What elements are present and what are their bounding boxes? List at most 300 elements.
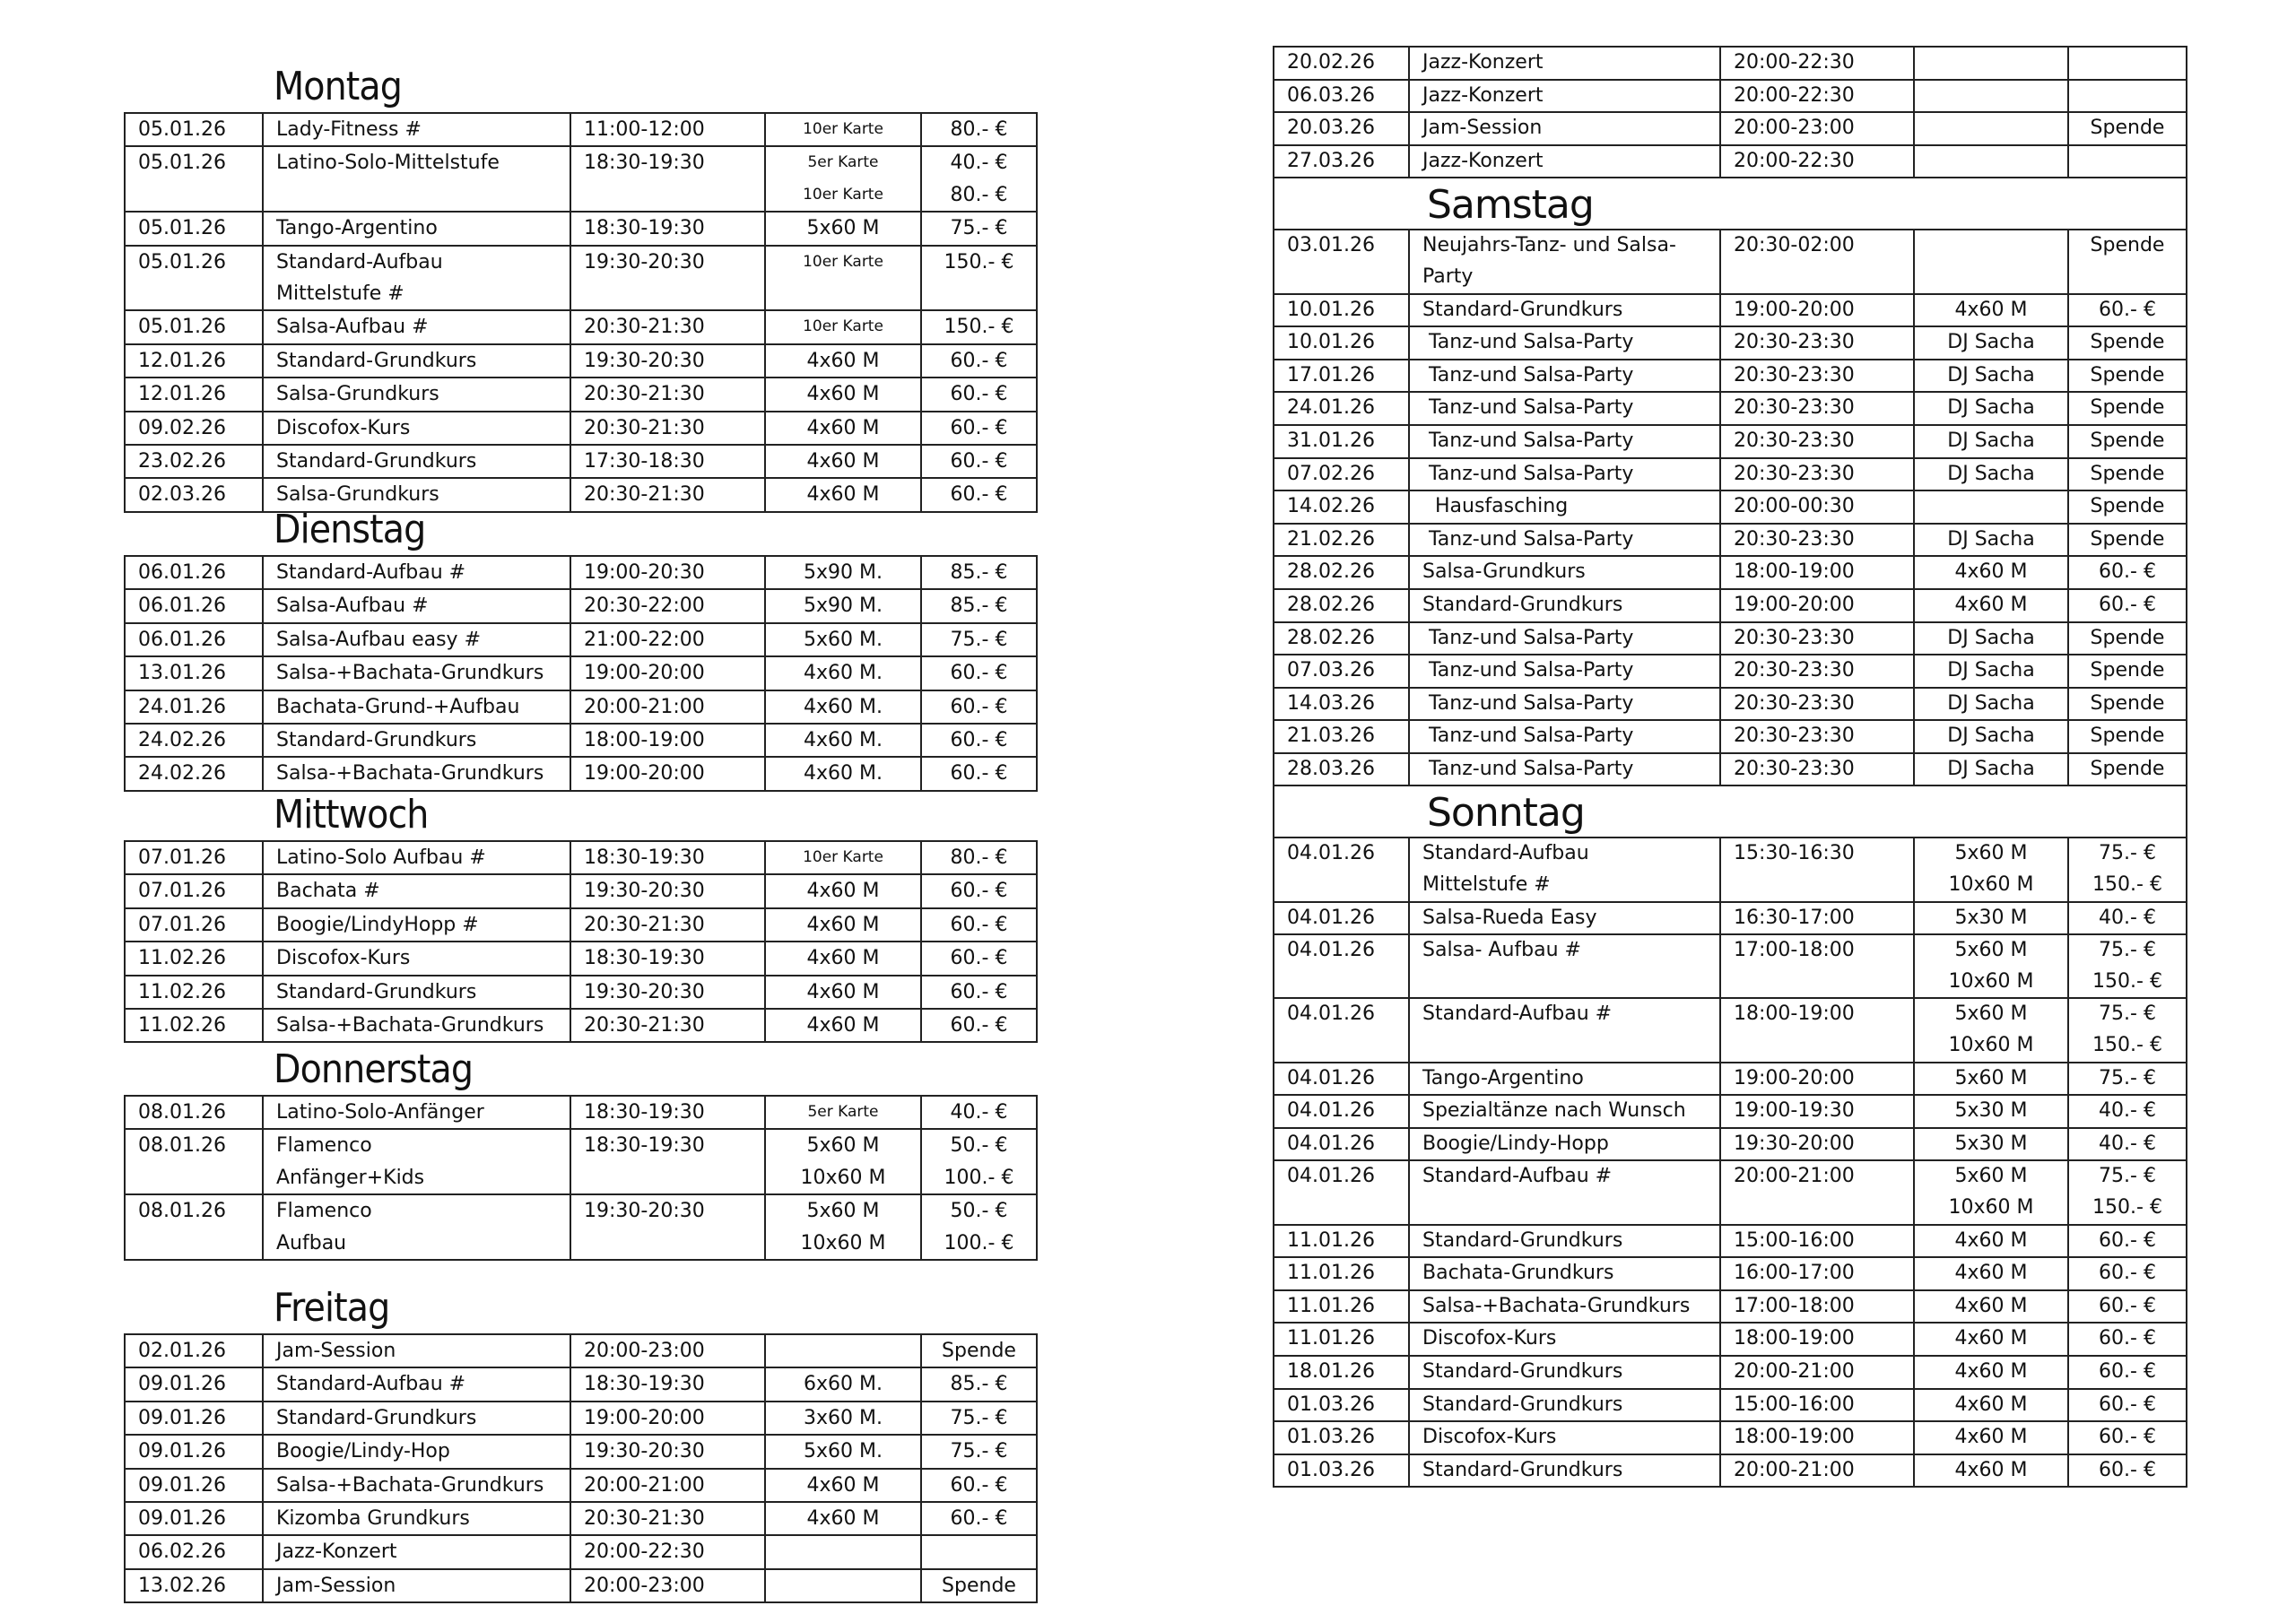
price-text — [922, 1536, 1036, 1567]
course-cell — [1409, 145, 1720, 178]
day-heading-mittwoch: Mittwoch — [274, 792, 429, 838]
time-cell — [570, 1096, 765, 1129]
time-text: 17:30-18:30 — [584, 449, 705, 473]
date-text: 18.01.26 — [1287, 1359, 1375, 1383]
course-cell — [1409, 524, 1720, 557]
price-text: 150.- € — [2092, 873, 2162, 897]
course-cell — [1409, 1160, 1720, 1224]
course-text: Salsa-Grundkurs — [276, 383, 439, 406]
date-cell — [125, 841, 263, 874]
time-cell — [1720, 47, 1914, 80]
day-heading-samstag: Samstag — [1427, 182, 1594, 229]
time-text: 20:00-22:30 — [584, 1541, 705, 1564]
date-cell — [125, 942, 263, 975]
price-cell — [2068, 1063, 2187, 1096]
course-text: Jam-Session — [276, 1340, 396, 1362]
time-text: 20:30-21:30 — [584, 1506, 705, 1530]
schedule-row — [125, 874, 1037, 907]
course-text: Tanz-und Salsa-Party — [1422, 659, 1634, 682]
time-cell — [1720, 145, 1914, 178]
time-text: 20:30-21:30 — [584, 316, 705, 339]
time-cell — [1720, 1257, 1914, 1290]
schedule-row — [1274, 230, 2187, 293]
date-text: 11.01.26 — [1287, 1262, 1375, 1285]
course-text: Standard-Grundkurs — [276, 349, 477, 372]
schedule-row — [1274, 1454, 2187, 1488]
date-text: 21.03.26 — [1287, 725, 1375, 748]
price-text: 100.- € — [944, 1166, 1014, 1189]
price-cell — [2068, 392, 2187, 425]
price-cell — [2068, 1095, 2187, 1128]
course-text: Standard-Grundkurs — [276, 980, 477, 1003]
date-cell — [125, 623, 263, 656]
course-cell — [263, 1535, 570, 1568]
schedule-row — [1274, 556, 2187, 589]
units-text: 10x60 M — [800, 1231, 886, 1254]
date-cell — [1274, 326, 1409, 360]
price-cell — [921, 1334, 1037, 1367]
course-text: Jazz-Konzert — [1422, 149, 1544, 172]
price-cell — [2068, 47, 2187, 80]
time-cell — [570, 1569, 765, 1602]
units-text: 4x60 M. — [804, 662, 883, 685]
schedule-row — [125, 445, 1037, 478]
date-cell — [125, 1096, 263, 1129]
price-text: 60.- € — [950, 728, 1008, 751]
time-cell — [570, 1367, 765, 1401]
time-text: 20:30-21:30 — [584, 913, 705, 936]
date-cell — [1274, 112, 1409, 145]
time-cell — [1720, 1225, 1914, 1258]
units-text — [1915, 48, 2067, 79]
units-cell — [765, 623, 921, 656]
course-text: Aufbau — [276, 1231, 347, 1254]
schedule-row — [125, 942, 1037, 975]
time-cell — [570, 656, 765, 690]
course-cell — [263, 1129, 570, 1194]
schedule-row — [125, 1469, 1037, 1502]
schedule-row — [1274, 1389, 2187, 1422]
price-cell — [921, 841, 1037, 874]
course-cell — [1409, 47, 1720, 80]
time-text: 20:30-21:30 — [584, 1013, 705, 1037]
date-text: 11.01.26 — [1287, 1294, 1375, 1317]
units-text: 4x60 M — [1954, 1359, 2028, 1383]
price-cell — [2068, 80, 2187, 113]
course-cell — [1409, 720, 1720, 753]
time-text: 19:00-20:00 — [584, 662, 705, 685]
day-heading-row — [1274, 785, 2187, 838]
course-text: Party — [1422, 265, 1474, 288]
price-cell — [921, 589, 1037, 622]
units-cell — [1914, 1290, 2068, 1324]
date-text: 20.02.26 — [1287, 51, 1375, 74]
day-heading-dienstag: Dienstag — [274, 507, 426, 552]
units-text: 3x60 M. — [804, 1406, 883, 1429]
date-text: 09.02.26 — [138, 416, 226, 439]
schedule-table-montag — [124, 112, 1038, 513]
units-text: 4x60 M — [806, 980, 880, 1003]
units-text: 4x60 M. — [804, 762, 883, 785]
course-text: Tango-Argentino — [276, 217, 438, 240]
units-text: 10er Karte — [803, 252, 883, 271]
time-cell — [570, 113, 765, 146]
course-cell — [1409, 490, 1720, 524]
course-text: Jazz-Konzert — [276, 1541, 397, 1564]
course-cell — [1409, 294, 1720, 327]
price-cell — [921, 1096, 1037, 1129]
time-text: 20:00-21:00 — [1734, 1165, 1855, 1188]
units-text: 5x30 M — [1954, 1099, 2028, 1123]
price-cell — [2068, 753, 2187, 786]
time-text: 20:30-23:30 — [1734, 626, 1855, 649]
price-cell — [921, 378, 1037, 411]
units-cell — [1914, 392, 2068, 425]
time-text: 20:00-21:00 — [584, 695, 705, 718]
date-cell — [1274, 1063, 1409, 1096]
price-cell — [2068, 230, 2187, 293]
time-text: 15:30-16:30 — [1734, 842, 1855, 865]
date-cell — [125, 445, 263, 478]
course-text: Discofox-Kurs — [1422, 1327, 1557, 1350]
date-text: 12.01.26 — [138, 383, 226, 406]
time-text: 19:00-20:30 — [584, 561, 705, 584]
time-text: 20:30-21:30 — [584, 483, 705, 507]
price-text: 75.- € — [2099, 842, 2156, 865]
date-text: 09.01.26 — [138, 1373, 226, 1396]
price-cell — [921, 1469, 1037, 1502]
date-cell — [1274, 902, 1409, 935]
time-text: 20:30-23:30 — [1734, 462, 1855, 485]
time-cell — [1720, 622, 1914, 655]
course-cell — [263, 1194, 570, 1260]
course-text: Tanz-und Salsa-Party — [1422, 626, 1634, 649]
units-text: 4x60 M — [1954, 1294, 2028, 1317]
units-text: 4x60 M — [1954, 1262, 2028, 1285]
course-text: Discofox-Kurs — [276, 947, 411, 970]
course-text: Lady-Fitness # — [276, 118, 422, 141]
course-cell — [1409, 589, 1720, 622]
price-text: 60.- € — [950, 449, 1008, 473]
time-text: 20:00-23:00 — [584, 1340, 705, 1362]
course-text: Latino-Solo Aufbau # — [276, 846, 486, 869]
time-text: 18:30-19:30 — [584, 846, 705, 869]
price-text: Spende — [2090, 725, 2165, 748]
date-text: 20.03.26 — [1287, 117, 1375, 140]
course-cell — [1409, 838, 1720, 901]
time-text: 19:30-20:00 — [1734, 1132, 1855, 1155]
time-text: 18:00-19:00 — [1734, 1002, 1855, 1026]
date-text: 24.01.26 — [138, 695, 226, 718]
course-cell — [263, 1367, 570, 1401]
time-text: 18:00-19:00 — [584, 728, 705, 751]
units-text: DJ Sacha — [1947, 757, 2035, 780]
course-cell — [1409, 1454, 1720, 1488]
units-cell — [1914, 230, 2068, 293]
date-text: 06.01.26 — [138, 628, 226, 651]
course-text: Tanz-und Salsa-Party — [1422, 429, 1634, 452]
date-text: 24.01.26 — [1287, 396, 1375, 420]
price-text: 60.- € — [2099, 298, 2156, 321]
price-cell — [921, 1009, 1037, 1042]
units-cell — [765, 556, 921, 589]
course-text: Tanz-und Salsa-Party — [1422, 462, 1634, 485]
course-text: Mittelstufe # — [276, 282, 404, 305]
time-cell — [570, 1469, 765, 1502]
price-text: 60.- € — [950, 416, 1008, 439]
price-cell — [921, 757, 1037, 790]
course-text: Bachata # — [276, 880, 380, 903]
date-cell — [1274, 458, 1409, 491]
schedule-row — [1274, 326, 2187, 360]
course-cell — [263, 690, 570, 724]
course-text: Standard-Aufbau # — [276, 561, 466, 584]
time-cell — [570, 212, 765, 245]
price-text: Spende — [2090, 331, 2165, 354]
units-text: 10er Karte — [803, 848, 883, 866]
price-cell — [921, 310, 1037, 343]
price-text: 50.- € — [950, 1200, 1008, 1223]
schedule-row — [125, 412, 1037, 445]
units-text: DJ Sacha — [1947, 363, 2035, 386]
time-text: 20:00-21:00 — [584, 1473, 705, 1497]
price-text: Spende — [2090, 659, 2165, 682]
date-text: 08.01.26 — [138, 1101, 226, 1124]
time-text: 17:00-18:00 — [1734, 1294, 1855, 1317]
course-cell — [263, 146, 570, 212]
price-text: 60.- € — [2099, 1327, 2156, 1350]
course-text: Tanz-und Salsa-Party — [1422, 757, 1634, 780]
date-cell — [125, 1535, 263, 1568]
schedule-row — [1274, 753, 2187, 786]
price-text: Spende — [2090, 234, 2165, 257]
units-cell — [1914, 589, 2068, 622]
price-text: 150.- € — [944, 250, 1014, 273]
schedule-row — [125, 1129, 1037, 1194]
course-text: Latino-Solo-Anfänger — [276, 1101, 484, 1124]
date-text: 05.01.26 — [138, 118, 226, 141]
units-cell — [1914, 458, 2068, 491]
date-cell — [125, 1334, 263, 1367]
schedule-row — [1274, 1225, 2187, 1258]
date-cell — [125, 1569, 263, 1602]
course-text: Standard-Grundkurs — [1422, 298, 1623, 321]
price-text: 60.- € — [950, 947, 1008, 970]
course-cell — [1409, 934, 1720, 998]
units-cell — [1914, 490, 2068, 524]
course-cell — [263, 942, 570, 975]
price-cell — [2068, 688, 2187, 721]
price-text: Spende — [2090, 691, 2165, 715]
time-text: 20:30-23:30 — [1734, 691, 1855, 715]
price-text: 60.- € — [950, 980, 1008, 1003]
course-text: Salsa-+Bachata-Grundkurs — [276, 1473, 544, 1497]
time-cell — [570, 942, 765, 975]
time-text: 20:00-23:00 — [584, 1574, 705, 1597]
course-cell — [263, 310, 570, 343]
time-text: 20:30-23:30 — [1734, 659, 1855, 682]
price-text: Spende — [2090, 626, 2165, 649]
price-text: Spende — [2090, 117, 2165, 140]
units-cell — [1914, 622, 2068, 655]
course-cell — [263, 344, 570, 378]
course-cell — [263, 412, 570, 445]
price-text: 60.- € — [950, 662, 1008, 685]
time-text: 15:00-16:00 — [1734, 1228, 1855, 1252]
course-cell — [1409, 1290, 1720, 1324]
price-cell — [2068, 1356, 2187, 1389]
schedule-row — [125, 690, 1037, 724]
units-text — [1915, 146, 2067, 178]
course-cell — [263, 757, 570, 790]
time-cell — [570, 874, 765, 907]
price-text: 60.- € — [2099, 1228, 2156, 1252]
schedule-row — [1274, 1063, 2187, 1096]
date-text: 05.01.26 — [138, 250, 226, 273]
time-cell — [1720, 524, 1914, 557]
units-cell — [765, 1502, 921, 1535]
units-text: 10x60 M — [1948, 969, 2034, 993]
time-text: 20:00-22:30 — [1734, 83, 1855, 107]
units-text: DJ Sacha — [1947, 396, 2035, 420]
time-cell — [1720, 326, 1914, 360]
date-cell — [125, 976, 263, 1009]
date-text: 02.03.26 — [138, 483, 226, 507]
units-text: 4x60 M — [806, 349, 880, 372]
units-text: 4x60 M — [806, 416, 880, 439]
time-cell — [1720, 934, 1914, 998]
price-text: 60.- € — [2099, 1393, 2156, 1416]
course-text: Standard-Aufbau # — [276, 1373, 466, 1396]
course-text: Standard-Grundkurs — [1422, 1458, 1623, 1481]
units-cell — [1914, 326, 2068, 360]
price-text: 75.- € — [2099, 939, 2156, 962]
course-text: Standard-Grundkurs — [1422, 1228, 1623, 1252]
time-text: 20:30-23:30 — [1734, 396, 1855, 420]
course-text: Bachata-Grundkurs — [1422, 1262, 1614, 1285]
date-text: 06.02.26 — [138, 1541, 226, 1564]
course-cell — [1409, 998, 1720, 1062]
date-cell — [125, 378, 263, 411]
price-cell — [2068, 1225, 2187, 1258]
date-text: 28.02.26 — [1287, 626, 1375, 649]
date-text: 04.01.26 — [1287, 939, 1375, 962]
course-cell — [263, 589, 570, 622]
date-cell — [1274, 589, 1409, 622]
price-text: Spende — [942, 1340, 1016, 1362]
price-cell — [921, 908, 1037, 942]
units-text: 5er Karte — [807, 153, 879, 172]
units-text: 5x60 M — [1954, 1165, 2028, 1188]
units-cell — [765, 378, 921, 411]
course-cell — [263, 445, 570, 478]
date-cell — [125, 1129, 263, 1194]
units-text: 5er Karte — [807, 1103, 879, 1121]
units-text — [1915, 491, 2067, 523]
price-text: 50.- € — [950, 1134, 1008, 1158]
course-text: Tanz-und Salsa-Party — [1422, 363, 1634, 386]
price-cell — [921, 874, 1037, 907]
units-cell — [1914, 1095, 2068, 1128]
course-cell — [1409, 326, 1720, 360]
time-cell — [570, 1129, 765, 1194]
date-text: 13.01.26 — [138, 662, 226, 685]
price-text: 60.- € — [950, 383, 1008, 406]
schedule-row — [125, 1502, 1037, 1535]
time-cell — [1720, 294, 1914, 327]
units-text: DJ Sacha — [1947, 331, 2035, 354]
date-cell — [125, 344, 263, 378]
date-cell — [125, 757, 263, 790]
date-text: 10.01.26 — [1287, 298, 1375, 321]
time-cell — [570, 1535, 765, 1568]
date-cell — [125, 908, 263, 942]
date-cell — [125, 146, 263, 212]
units-text: 4x60 M — [1954, 593, 2028, 616]
units-text — [1915, 230, 2067, 262]
course-cell — [1409, 1095, 1720, 1128]
time-cell — [1720, 1454, 1914, 1488]
units-cell — [765, 757, 921, 790]
units-text: 5x60 M — [1954, 939, 2028, 962]
course-cell — [1409, 688, 1720, 721]
units-cell — [765, 1194, 921, 1260]
time-cell — [1720, 556, 1914, 589]
price-cell — [921, 412, 1037, 445]
date-text: 05.01.26 — [138, 152, 226, 175]
price-cell — [2068, 1290, 2187, 1324]
price-cell — [921, 623, 1037, 656]
units-text: 5x60 M — [806, 1134, 880, 1158]
price-cell — [921, 1367, 1037, 1401]
course-text: Tanz-und Salsa-Party — [1422, 527, 1634, 551]
time-text: 19:00-20:00 — [1734, 593, 1855, 616]
time-cell — [570, 724, 765, 757]
date-text: 05.01.26 — [138, 217, 226, 240]
course-cell — [1409, 1257, 1720, 1290]
price-cell — [921, 724, 1037, 757]
date-cell — [1274, 1257, 1409, 1290]
course-text: Salsa-+Bachata-Grundkurs — [276, 662, 544, 685]
date-text: 01.03.26 — [1287, 1393, 1375, 1416]
course-cell — [263, 1569, 570, 1602]
units-text — [766, 1536, 920, 1567]
price-cell — [2068, 1323, 2187, 1356]
units-text: 4x60 M — [1954, 1327, 2028, 1350]
date-text: 09.01.26 — [138, 1406, 226, 1429]
course-cell — [263, 874, 570, 907]
course-text: Anfänger+Kids — [276, 1166, 425, 1189]
price-text: 75.- € — [2099, 1002, 2156, 1026]
time-cell — [570, 445, 765, 478]
price-text: 60.- € — [950, 483, 1008, 507]
time-cell — [570, 1502, 765, 1535]
time-text: 18:00-19:00 — [1734, 1327, 1855, 1350]
units-text: 5x60 M. — [804, 1440, 883, 1463]
units-text: 5x90 M. — [804, 561, 883, 584]
schedule-row — [125, 656, 1037, 690]
course-cell — [1409, 1389, 1720, 1422]
price-text: 60.- € — [950, 880, 1008, 903]
time-text: 20:00-23:00 — [1734, 117, 1855, 140]
date-text: 08.01.26 — [138, 1200, 226, 1223]
units-cell — [765, 724, 921, 757]
date-text: 17.01.26 — [1287, 363, 1375, 386]
date-cell — [1274, 753, 1409, 786]
date-cell — [1274, 294, 1409, 327]
units-text: 10x60 M — [1948, 1196, 2034, 1219]
time-cell — [1720, 1290, 1914, 1324]
